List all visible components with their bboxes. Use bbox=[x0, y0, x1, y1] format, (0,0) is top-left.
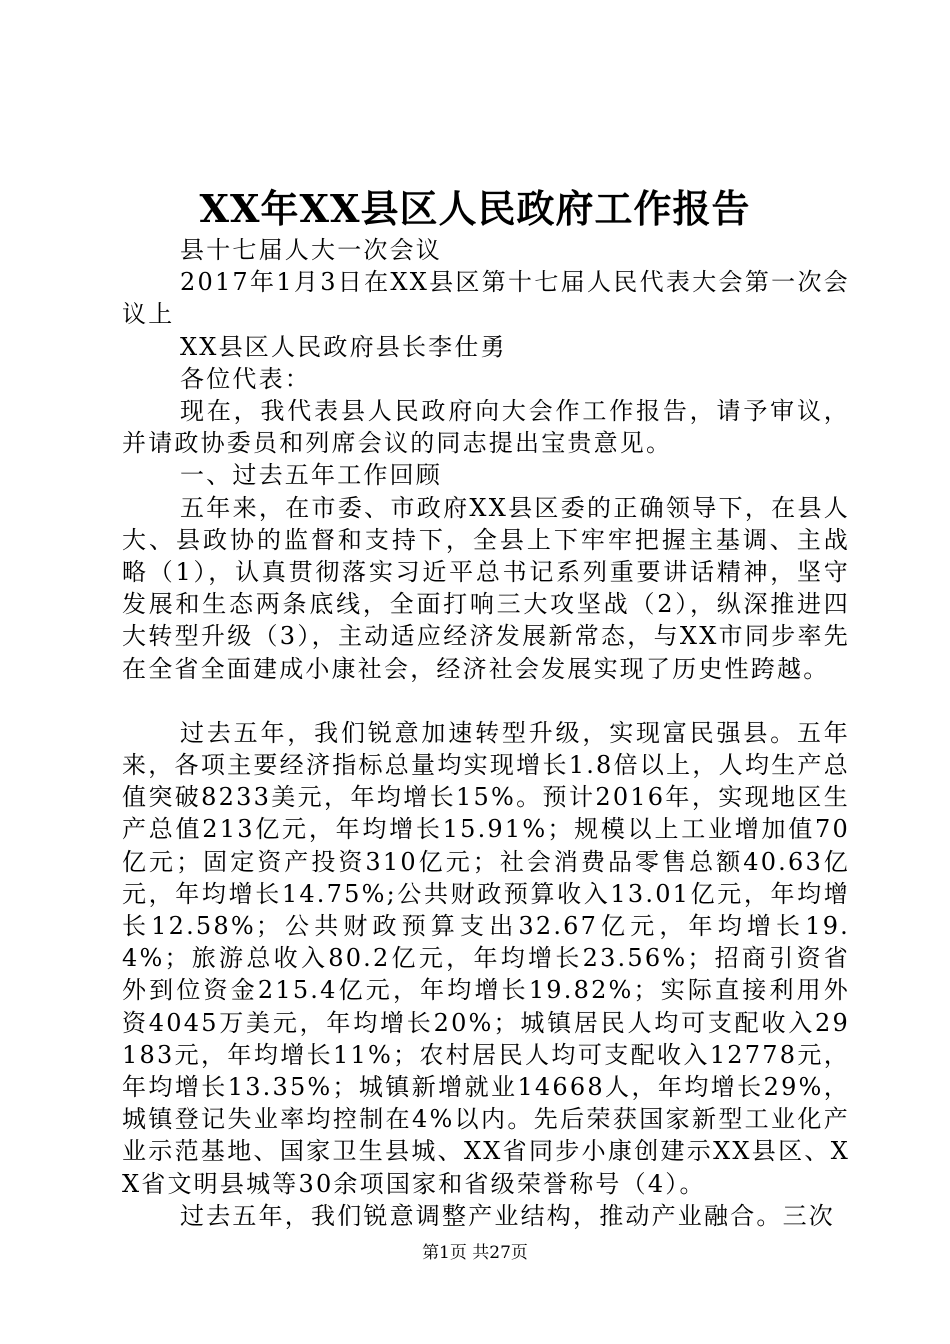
document-body bbox=[122, 234, 850, 1232]
economic-stats-paragraph: 过去五年，我们锐意加速转型升级，实现富民强县。五年来，各项主要经济指标总量均实现增长1.8倍以上，人均生产总值突破8233美元，年均增长15%。预计2016年，实现地区生产总值213亿元，年均增长15.91%；规模以上工业增加值70亿元；固定资产投资310亿元；社会消费品零售总额40.63亿元，年均增长14.75%;公共财政预算收入13.01亿元，年均增长12.58%；公共财政预算支出32.67亿元，年均增长19.4%；旅游总收入80.2亿元，年均增长23.56%；招商引资省外到位资金215.4亿元，年均增长19.82%；实际直接利用外资4045万美元，年均增长20%；城镇居民人均可支配收入29183元，年均增长11%；农村居民人均可支配收入12778元，年均增长13.35%；城镇新增就业14668人，年均增长29%，城镇登记失业率均控制在4%以内。先后荣获国家新型工业化产业示范基地、国家卫生县城、XX省同步小康创建示XX县区、XX省文明县城等30余项国家和省级荣誉称号（4）。 bbox=[122, 718, 850, 1198]
meeting-name: 县十七届人大一次会议 bbox=[180, 236, 442, 264]
intro-paragraph: 现在，我代表县人民政府向大会作工作报告，请予审议，并请政协委员和列席会议的同志提出宝贵意见。 bbox=[122, 397, 850, 458]
meeting-date-line: 2017年1月3日在XX县区第十七届人民代表大会第一次会议上 bbox=[122, 268, 850, 329]
document-title: XX年XX县区人民政府工作报告 bbox=[199, 186, 751, 231]
speaker-line: XX县区人民政府县长李仕勇 bbox=[180, 332, 507, 361]
salutation: 各位代表： bbox=[180, 364, 311, 393]
page-number-footer: 第1页 共27页 bbox=[422, 1243, 528, 1263]
industry-paragraph: 过去五年，我们锐意调整产业结构，推动产业融合。三次 bbox=[180, 1201, 835, 1230]
overview-paragraph: 五年来，在市委、市政府XX县区委的正确领导下，在县人大、县政协的监督和支持下，全县上下牢牢把握主基调、主战略（1），认真贯彻落实习近平总书记系列重要讲话精神，坚守发展和生态两条底线，全面打响三大攻坚战（2），纵深推进四大转型升级（3），主动适应经济发展新常态，与XX市同步率先在全省全面建成小康社会，经济社会发展实现了历史性跨越。 bbox=[122, 493, 850, 683]
section-heading: 一、过去五年工作回顾 bbox=[180, 461, 442, 490]
